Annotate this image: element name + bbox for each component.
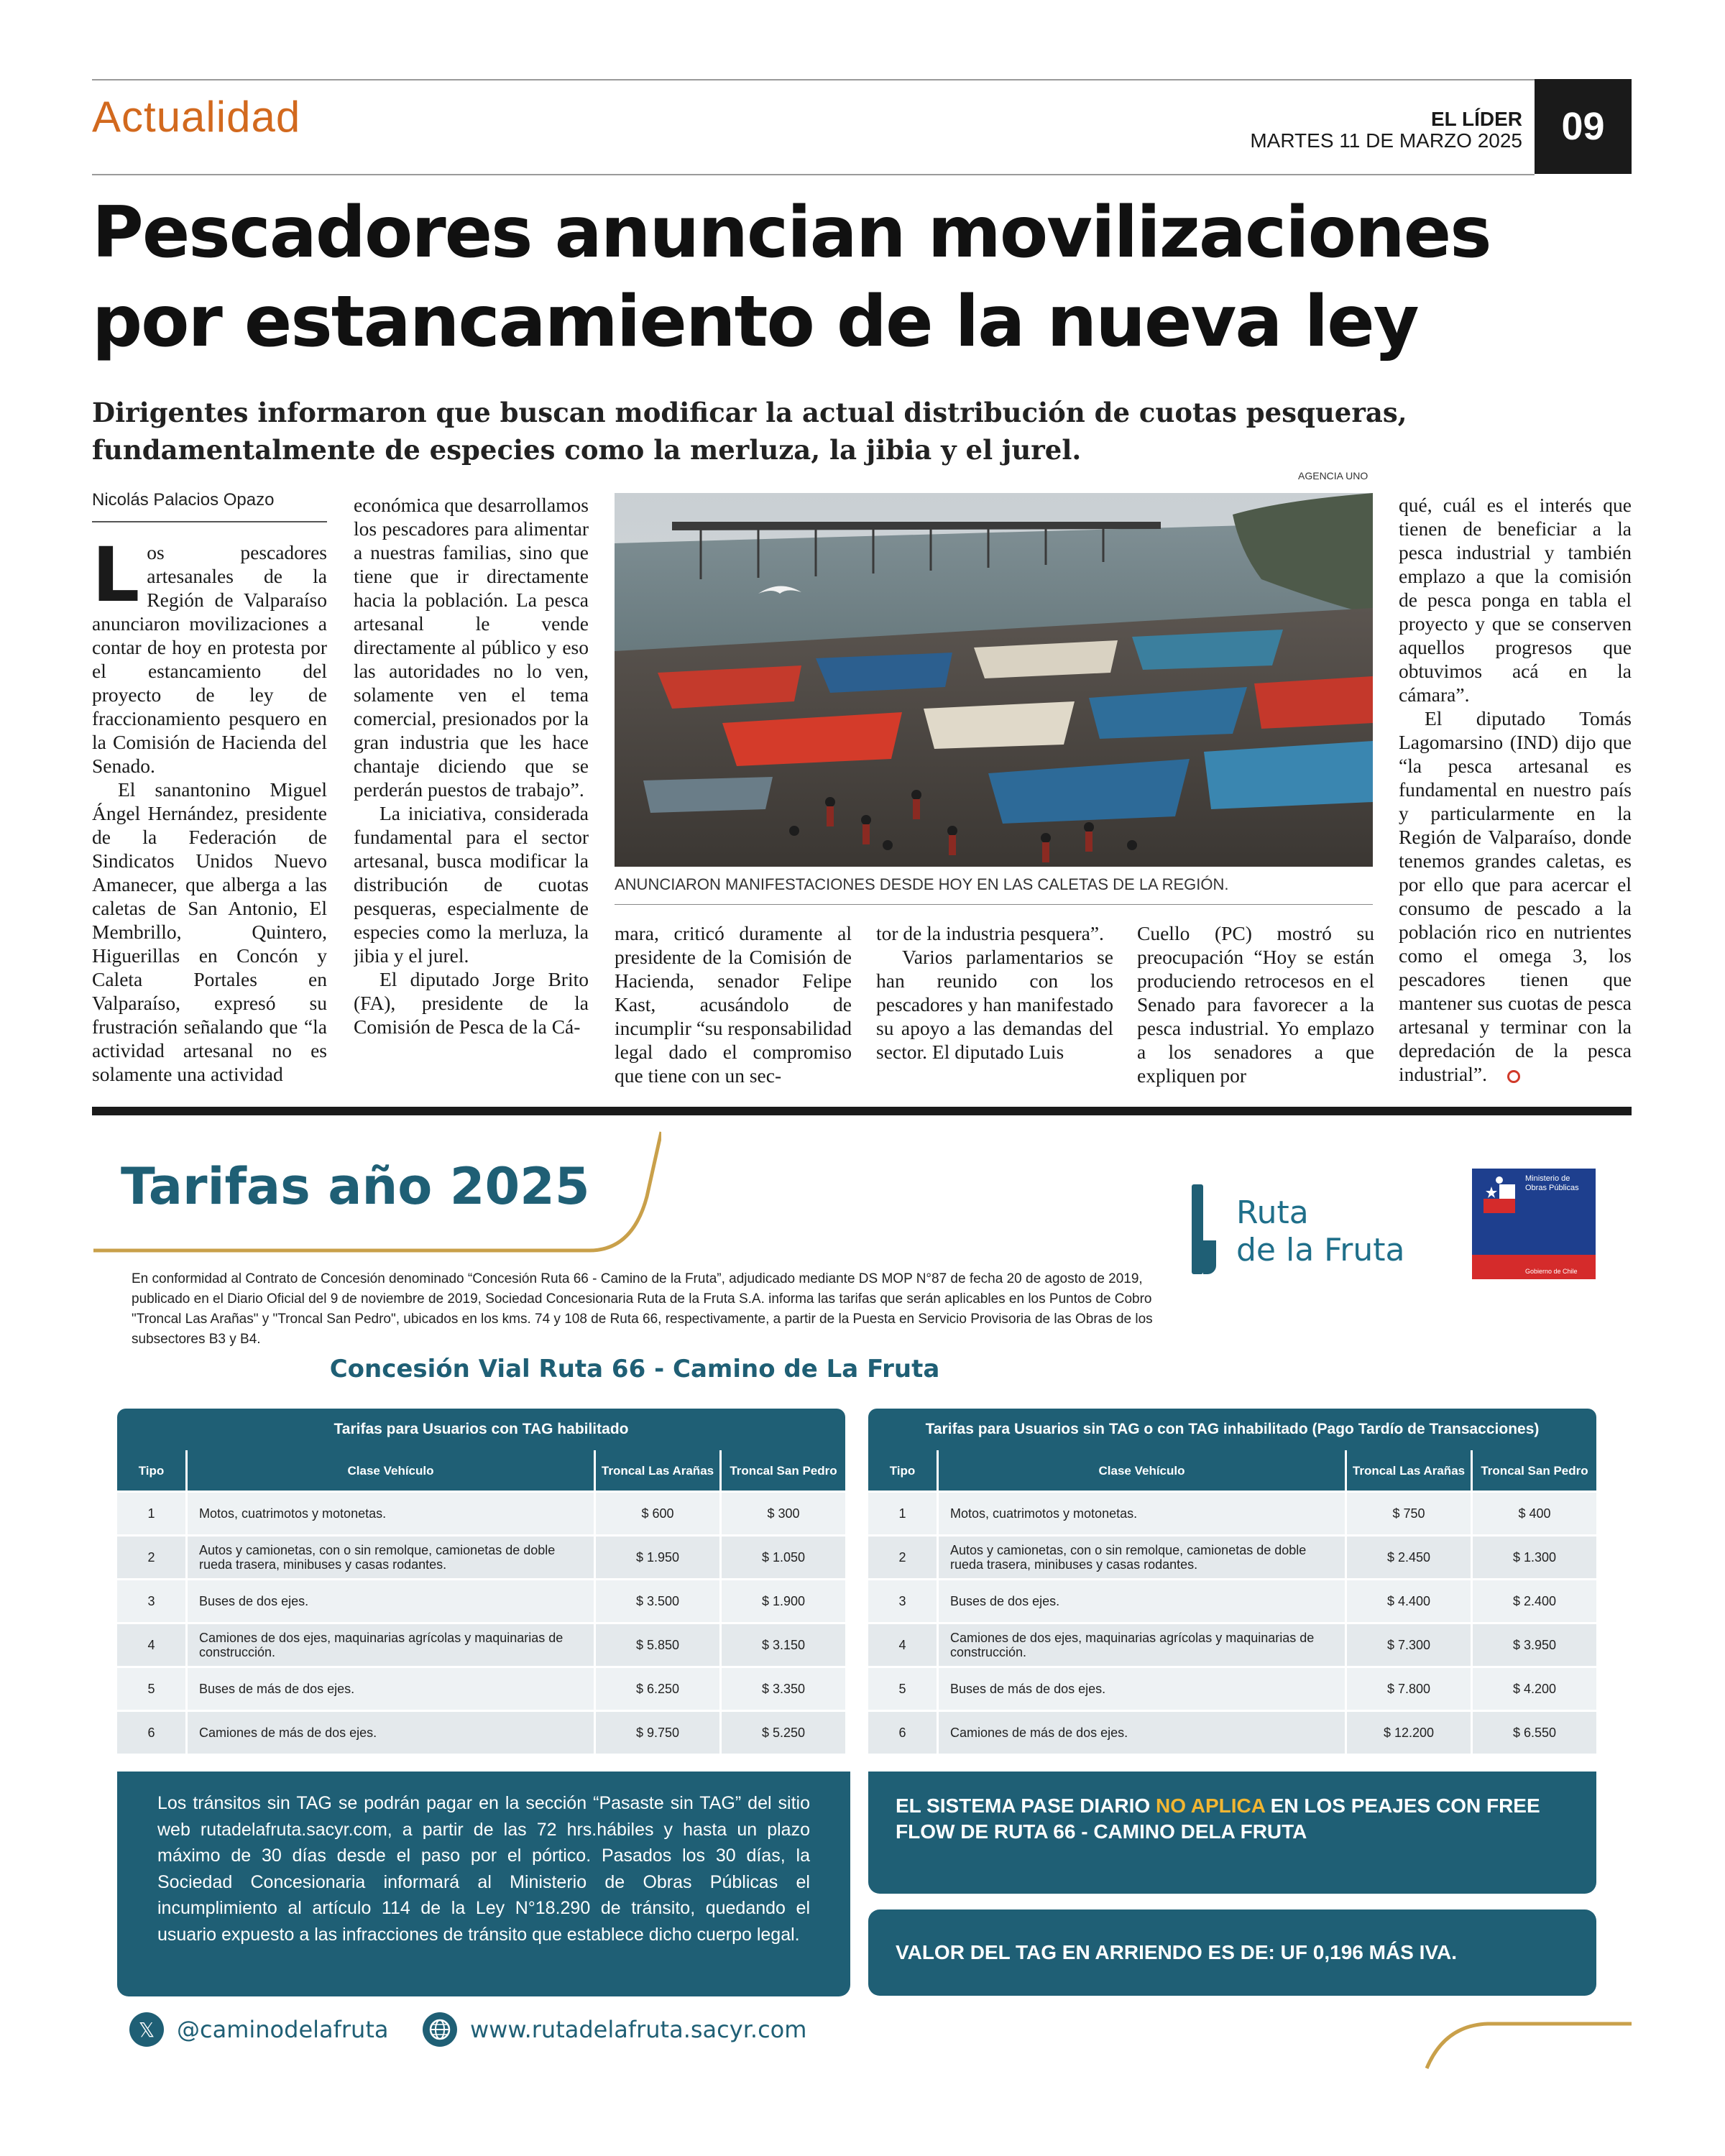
- ad-intro-text: En conformidad al Contrato de Concesión denominado “Concesión Ruta 66 - Camino de la Fruta”, adjudicado mediante DS MOP N°87 de fecha 20 de agosto de 2019, publicado en el Diario Oficial del 9 de noviembre de 2019, Sociedad Concesionaria Ruta de la Fruta S.A. informa las tarifas que serán aplicables en los Puntos de Cobro "Troncal Las Arañas" y "Troncal San Pedro", ubicados en los kms. 74 y 108 de Ruta 66, respectivamente, a partir de la Puesta en Servicio Provisoria de las Obras de los subsectores B3 y B4.: [132, 1271, 1153, 1347]
- cell-clase: Camiones de más de dos ejes.: [185, 1710, 594, 1754]
- cell-tipo: 6: [868, 1710, 937, 1754]
- note-highlight: NO APLICA: [1155, 1795, 1265, 1817]
- cell-las-aranas: $ 1.950: [594, 1534, 719, 1578]
- table-row: [868, 1622, 1596, 1666]
- cell-clase: Autos y camionetas, con o sin remolque, camionetas de doble rueda trasera, minibuses y casas rodantes.: [185, 1534, 594, 1578]
- cell-clase: Buses de dos ejes.: [937, 1578, 1345, 1622]
- caption-rule: [615, 904, 1373, 905]
- cell-san-pedro: $ 6.550: [1471, 1710, 1596, 1754]
- paragraph: qué, cuál es el interés que tienen de beneficiar a la pesca industrial y también emplazo a que la comisión de pesca ponga en tabla el proyecto y que se conserven aquellos progresos que obtuvimos acá en la cámara”.: [1399, 494, 1632, 706]
- cell-tipo: 6: [117, 1710, 185, 1754]
- daily-pass-note: [868, 1772, 1596, 1894]
- tag-rental-note: VALOR DEL TAG EN ARRIENDO ES DE: UF 0,196 MÁS IVA.: [868, 1909, 1596, 1996]
- paragraph: económica que desarrollamos los pescadores para alimentar a nuestras familias, sino que tiene que ir directamente hacia la población. La pesca artesanal le vende directamente al público y eso las autoridades no lo ven, solamente ven el tema comercial, presionados por la gran industria que les hace chantaje diciendo que se perderán puestos de trabajo”.: [354, 494, 589, 801]
- table-row: [868, 1666, 1596, 1710]
- article-column-4: [876, 921, 1113, 1094]
- column-header-tipo: Tipo: [138, 1463, 165, 1478]
- cell-las-aranas: $ 5.850: [594, 1622, 719, 1666]
- table-row: [868, 1578, 1596, 1622]
- cell-las-aranas: $ 2.450: [1345, 1534, 1471, 1578]
- header-rule: [92, 174, 1535, 175]
- column-header-tipo: Tipo: [889, 1463, 916, 1478]
- article-photo: [615, 493, 1373, 867]
- cell-clase: Camiones de dos ejes, maquinarias agrícolas y maquinarias de construcción.: [185, 1622, 594, 1666]
- logo-bar-foot: [1203, 1240, 1216, 1274]
- newspaper-name: EL LÍDER: [1430, 108, 1522, 130]
- note-text: EL SISTEMA PASE DIARIO: [896, 1795, 1156, 1817]
- x-logo-icon: 𝕏: [129, 2012, 164, 2047]
- table-column-headers: [868, 1450, 1596, 1491]
- table-body: [868, 1491, 1596, 1754]
- column-header-clase: Clase Vehículo: [185, 1450, 594, 1491]
- cell-clase: Buses de más de dos ejes.: [185, 1666, 594, 1710]
- cell-las-aranas: $ 6.250: [594, 1666, 719, 1710]
- ministry-logo: [1472, 1169, 1596, 1279]
- paragraph: El sanantonino Miguel Ángel Hernández, presidente de la Federación de Sindicatos Unidos Nuevo Amanecer, que alberga a las caletas de San Antonio, El Membrillo, Quintero, Higuerillas en Concón y Caleta Portales en Valparaíso, expresó su frustración señalando que “la actividad artesanal no es solamente una actividad: [92, 778, 327, 1085]
- cell-san-pedro: $ 1.050: [719, 1534, 845, 1578]
- no-tag-rates-table: [868, 1409, 1596, 1754]
- cell-san-pedro: $ 3.150: [719, 1622, 845, 1666]
- article-column-5: [1137, 921, 1374, 1094]
- flag-red-band: [1472, 1255, 1596, 1279]
- paragraph: La iniciativa, considerada fundamental para el sector artesanal, busca modificar la distribución de cuotas pesqueras, especialmente de especies como la merluza, la jibia y el jurel.: [354, 802, 589, 967]
- cell-tipo: 1: [868, 1491, 937, 1534]
- logo-line-2: de la Fruta: [1236, 1232, 1405, 1268]
- cell-las-aranas: $ 4.400: [1345, 1578, 1471, 1622]
- paragraph-text: os pescadores artesanales de la Región de Valparaíso anunciaron movilizaciones a contar de hoy en protesta por el estancamiento del proyecto de ley de fraccionamiento pesquero en la Comisión de Hacienda del Senado.: [92, 541, 327, 777]
- cell-san-pedro: $ 3.350: [719, 1666, 845, 1710]
- note-text: EN LOS PEAJES CON FREE FLOW DE RUTA 66 - CAMINO DELA FRUTA: [896, 1795, 1540, 1843]
- top-rule: [92, 79, 1632, 80]
- harbor-photo-illustration: [615, 493, 1373, 867]
- article-column-6: [1399, 493, 1632, 1095]
- cell-las-aranas: $ 7.300: [1345, 1622, 1471, 1666]
- paragraph: Cuello (PC) mostró su preocupación “Hoy se están produciendo retrocesos en el Senado para favorecer a la pesca industrial. Yo emplazo a los senadores a que expliquen por: [1137, 922, 1374, 1087]
- globe-glyph: [428, 2017, 452, 2042]
- end-of-article-icon: [1507, 1070, 1520, 1083]
- cell-clase: Buses de más de dos ejes.: [937, 1666, 1345, 1710]
- byline-rule: [92, 521, 327, 522]
- cell-tipo: 2: [117, 1534, 185, 1578]
- article-column-3: [615, 921, 852, 1094]
- column-header-las-aranas: Troncal Las Arañas: [594, 1450, 719, 1491]
- ministry-name: Ministerio de Obras Públicas: [1525, 1174, 1579, 1192]
- cell-tipo: 2: [868, 1534, 937, 1578]
- photo-credit: AGENCIA UNO: [1298, 470, 1368, 482]
- chile-coat-of-arms-icon: [1478, 1174, 1521, 1217]
- paragraph-text: El diputado Tomás Lagomarsino (IND) dijo que “la pesca artesanal es fundamental en nuestro país y particularmente en la Región de Valparaíso, donde tenemos grandes caletas, es por ello que para acercar el consumo de pescado a la población rico en nutrientes como el omega 3, los pescadores tienen que mantener sus cuotas de pesca artesanal y terminar con la depredación de la pesca industrial”.: [1399, 707, 1632, 1085]
- paragraph: tor de la industria pesquera”.: [876, 922, 1104, 944]
- paragraph: El diputado Jorge Brito (FA), presidente de la Comisión de Pesca de la Cá-: [354, 968, 589, 1038]
- column-header-clase: Clase Vehículo: [937, 1450, 1345, 1491]
- ad-subtitle: Concesión Vial Ruta 66 - Camino de La Fruta: [329, 1355, 940, 1383]
- cell-san-pedro: $ 300: [719, 1491, 845, 1534]
- website-link[interactable]: [423, 2012, 806, 2047]
- page-number: 09: [1535, 79, 1632, 174]
- cell-tipo: 4: [868, 1622, 937, 1666]
- table-row: [117, 1491, 845, 1534]
- cell-san-pedro: $ 1.300: [1471, 1534, 1596, 1578]
- cell-clase: Buses de dos ejes.: [185, 1578, 594, 1622]
- cell-las-aranas: $ 750: [1345, 1491, 1471, 1534]
- globe-icon: [423, 2012, 457, 2047]
- column-header-las-aranas: Troncal Las Arañas: [1345, 1450, 1471, 1491]
- section-label: Actualidad: [92, 93, 301, 141]
- table-title: Tarifas para Usuarios con TAG habilitado: [117, 1409, 845, 1450]
- drop-cap: L: [92, 540, 140, 619]
- cell-san-pedro: $ 3.950: [1471, 1622, 1596, 1666]
- cell-tipo: 4: [117, 1622, 185, 1666]
- cell-las-aranas: $ 7.800: [1345, 1666, 1471, 1710]
- table-row: [117, 1534, 845, 1578]
- cell-tipo: 5: [117, 1666, 185, 1710]
- cell-tipo: 3: [117, 1578, 185, 1622]
- logo-line-1: Ruta: [1236, 1194, 1309, 1231]
- cell-clase: Camiones de dos ejes, maquinarias agrícolas y maquinarias de construcción.: [937, 1622, 1345, 1666]
- table-row: [868, 1710, 1596, 1754]
- ruta-de-la-fruta-logo: [1192, 1184, 1405, 1278]
- cell-las-aranas: $ 9.750: [594, 1710, 719, 1754]
- no-tag-payment-note: Los tránsitos sin TAG se podrán pagar en la sección “Pasaste sin TAG” del sitio web rutadelafruta.sacyr.com, a partir de las 72 hrs.hábiles y hasta un plazo máximo de 30 días desde el paso por el pórtico. Pasados los 30 días, la Sociedad Concesionaria informará al Ministerio de Obras Públicas el incumplimiento al artículo 114 de la Ley N°18.290 de tránsito, quedando el usuario expuesto a las infracciones de tránsito que establece dicho cuerpo legal.: [117, 1772, 850, 1996]
- column-header-san-pedro: Troncal San Pedro: [1471, 1450, 1596, 1491]
- cell-las-aranas: $ 600: [594, 1491, 719, 1534]
- photo-caption: ANUNCIARON MANIFESTACIONES DESDE HOY EN LAS CALETAS DE LA REGIÓN.: [615, 875, 1229, 893]
- cell-san-pedro: $ 2.400: [1471, 1578, 1596, 1622]
- table-title: Tarifas para Usuarios sin TAG o con TAG inhabilitado (Pago Tardío de Transacciones): [868, 1409, 1596, 1450]
- article-subhead: Dirigentes informaron que buscan modificar la actual distribución de cuotas pesqueras, fundamentalmente de especies como la merluza, la jibia y el jurel.: [92, 397, 1407, 466]
- tag-rates-table: [117, 1409, 845, 1754]
- table-row: [117, 1710, 845, 1754]
- paragraph: Varios parlamentarios se han reunido con los pescadores y han manifestado su apoyo a las demandas del sector. El diputado Luis: [876, 946, 1113, 1063]
- article-column-1: [92, 540, 327, 1094]
- table-body: [117, 1491, 845, 1754]
- cell-clase: Camiones de más de dos ejes.: [937, 1710, 1345, 1754]
- social-x-handle[interactable]: [129, 2012, 388, 2047]
- table-row: [868, 1491, 1596, 1534]
- table-row: [868, 1534, 1596, 1578]
- article-headline: Pescadores anuncian movilizaciones por estancamiento de la nueva ley: [92, 192, 1491, 363]
- byline: Nicolás Palacios Opazo: [92, 490, 275, 510]
- logo-bar: [1192, 1184, 1203, 1274]
- issue-date: MARTES 11 DE MARZO 2025: [1250, 129, 1522, 152]
- cell-san-pedro: $ 5.250: [719, 1710, 845, 1754]
- cell-san-pedro: $ 1.900: [719, 1578, 845, 1622]
- section-divider: [92, 1107, 1632, 1115]
- paragraph: [1399, 706, 1632, 1086]
- gold-swoosh-decoration-bottom: [1423, 2018, 1639, 2076]
- cell-san-pedro: $ 400: [1471, 1491, 1596, 1534]
- column-header-san-pedro: Troncal San Pedro: [719, 1450, 845, 1491]
- paragraph: [92, 540, 327, 778]
- cell-tipo: 1: [117, 1491, 185, 1534]
- website-text: www.rutadelafruta.sacyr.com: [470, 2016, 807, 2043]
- cell-las-aranas: $ 12.200: [1345, 1710, 1471, 1754]
- logo-text: [1236, 1194, 1404, 1269]
- article-column-2: [354, 493, 589, 1097]
- cell-san-pedro: $ 4.200: [1471, 1666, 1596, 1710]
- table-row: [117, 1578, 845, 1622]
- cell-clase: Motos, cuatrimotos y motonetas.: [937, 1491, 1345, 1534]
- cell-clase: Motos, cuatrimotos y motonetas.: [185, 1491, 594, 1534]
- table-column-headers: [117, 1450, 845, 1491]
- government-label: Gobierno de Chile: [1525, 1268, 1578, 1275]
- ad-title: Tarifas año 2025: [121, 1157, 590, 1216]
- cell-tipo: 3: [868, 1578, 937, 1622]
- table-row: [117, 1622, 845, 1666]
- table-row: [117, 1666, 845, 1710]
- paragraph: mara, criticó duramente al presidente de la Comisión de Hacienda, senador Felipe Kast, acusándolo de incumplir “su responsabilidad legal dado el compromiso que tiene con un sec-: [615, 922, 852, 1087]
- cell-clase: Autos y camionetas, con o sin remolque, camionetas de doble rueda trasera, minibuses y casas rodantes.: [937, 1534, 1345, 1578]
- x-handle-text: @caminodelafruta: [177, 2016, 389, 2043]
- cell-las-aranas: $ 3.500: [594, 1578, 719, 1622]
- cell-tipo: 5: [868, 1666, 937, 1710]
